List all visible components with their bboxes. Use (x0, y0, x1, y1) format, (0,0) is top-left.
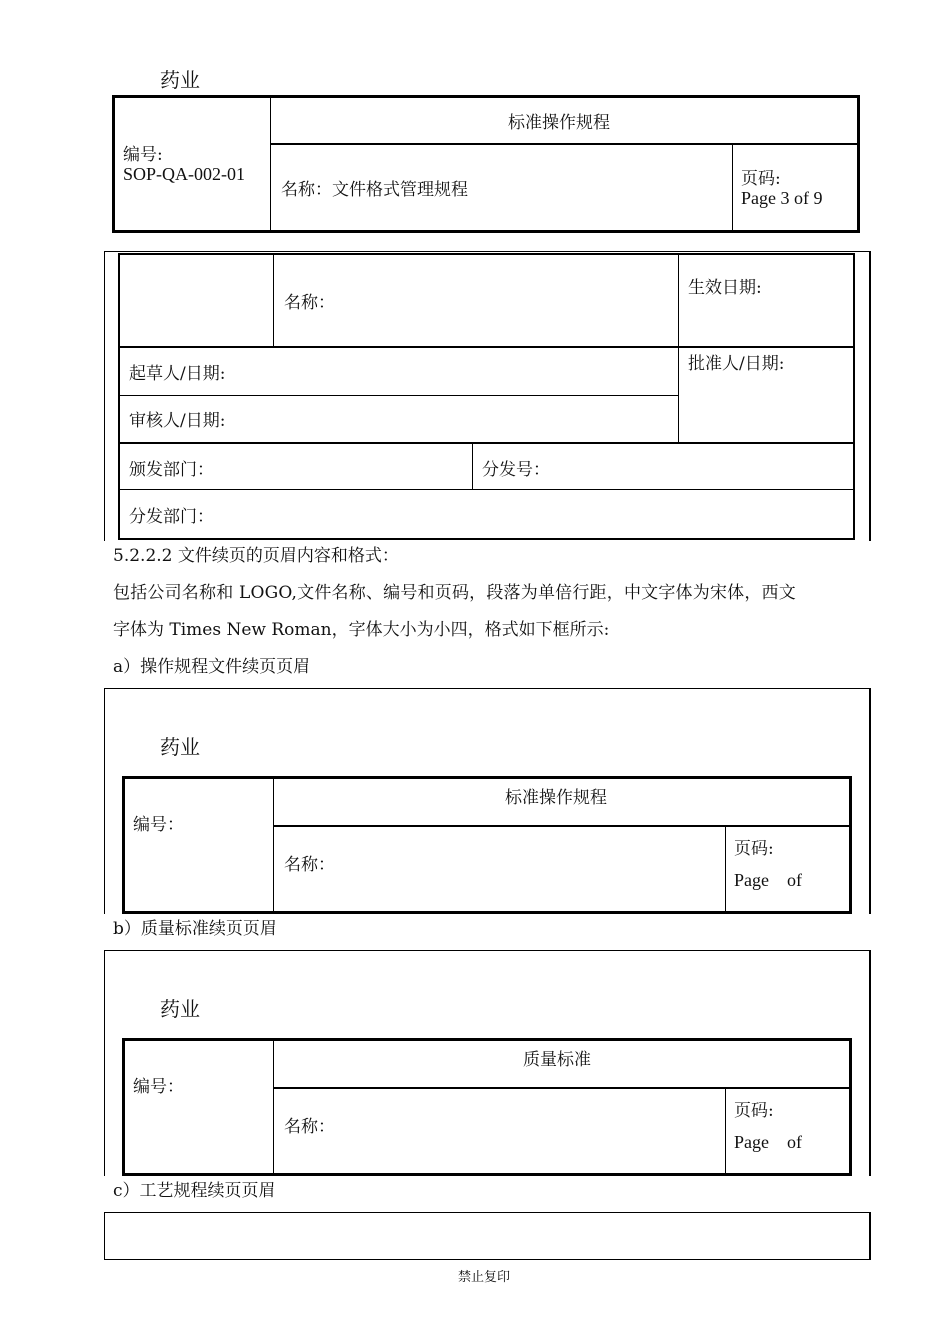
example-b-page-value: Page of (734, 1132, 802, 1152)
example-b-name-label: 名称： (284, 1117, 335, 1137)
paragraph-line-1: 包括公司名称和 LOGO,文件名称、编号和页码，段落为单倍行距，中文字体为宋体，西文 (113, 583, 796, 603)
drafter-label: 起草人/日期: (129, 364, 226, 384)
doc-name-label: 名称：文件格式管理规程 (281, 180, 468, 200)
footer-notice: 禁止复印 (458, 1270, 511, 1285)
code-value: SOP-QA-002-01 (123, 164, 246, 184)
section-title: 5.2.2.2 文件续页的页眉内容和格式： (113, 546, 399, 566)
page-label: 页码: (741, 169, 781, 189)
sign-name-label: 名称： (284, 293, 335, 313)
example-a-company: 药业 (160, 735, 200, 759)
example-b-code-label: 编号： (133, 1077, 184, 1097)
item-c-label: c）工艺规程续页页眉 (113, 1181, 276, 1201)
example-b-company: 药业 (160, 997, 200, 1021)
example-b-page-label: 页码: (734, 1101, 774, 1121)
company-name: 药业 (160, 68, 200, 92)
example-a-page-value: Page of (734, 870, 802, 890)
example-a-code-label: 编号： (133, 815, 184, 835)
issuing-dept-label: 颁发部门： (129, 460, 214, 480)
approver-label: 批准人/日期: (688, 354, 785, 374)
effective-date-label: 生效日期: (688, 278, 762, 298)
example-a-page-label: 页码: (734, 839, 774, 859)
code-label: 编号: (123, 145, 163, 165)
item-a-label: a）操作规程文件续页页眉 (113, 657, 311, 677)
example-a-name-label: 名称： (284, 855, 335, 875)
paragraph-line-2: 字体为 Times New Roman，字体大小为小四，格式如下框所示: (113, 620, 610, 640)
doc-type-title: 标准操作规程 (508, 113, 610, 133)
example-b-doc-type: 质量标准 (523, 1050, 591, 1070)
item-b-label: b）质量标准续页页眉 (113, 919, 277, 939)
distribution-dept-label: 分发部门： (129, 507, 214, 527)
distribution-no-label: 分发号： (482, 460, 550, 480)
example-c-frame (104, 1212, 871, 1260)
reviewer-label: 审核人/日期: (129, 411, 226, 431)
page-value: Page 3 of 9 (741, 188, 823, 208)
example-a-doc-type: 标准操作规程 (505, 788, 607, 808)
